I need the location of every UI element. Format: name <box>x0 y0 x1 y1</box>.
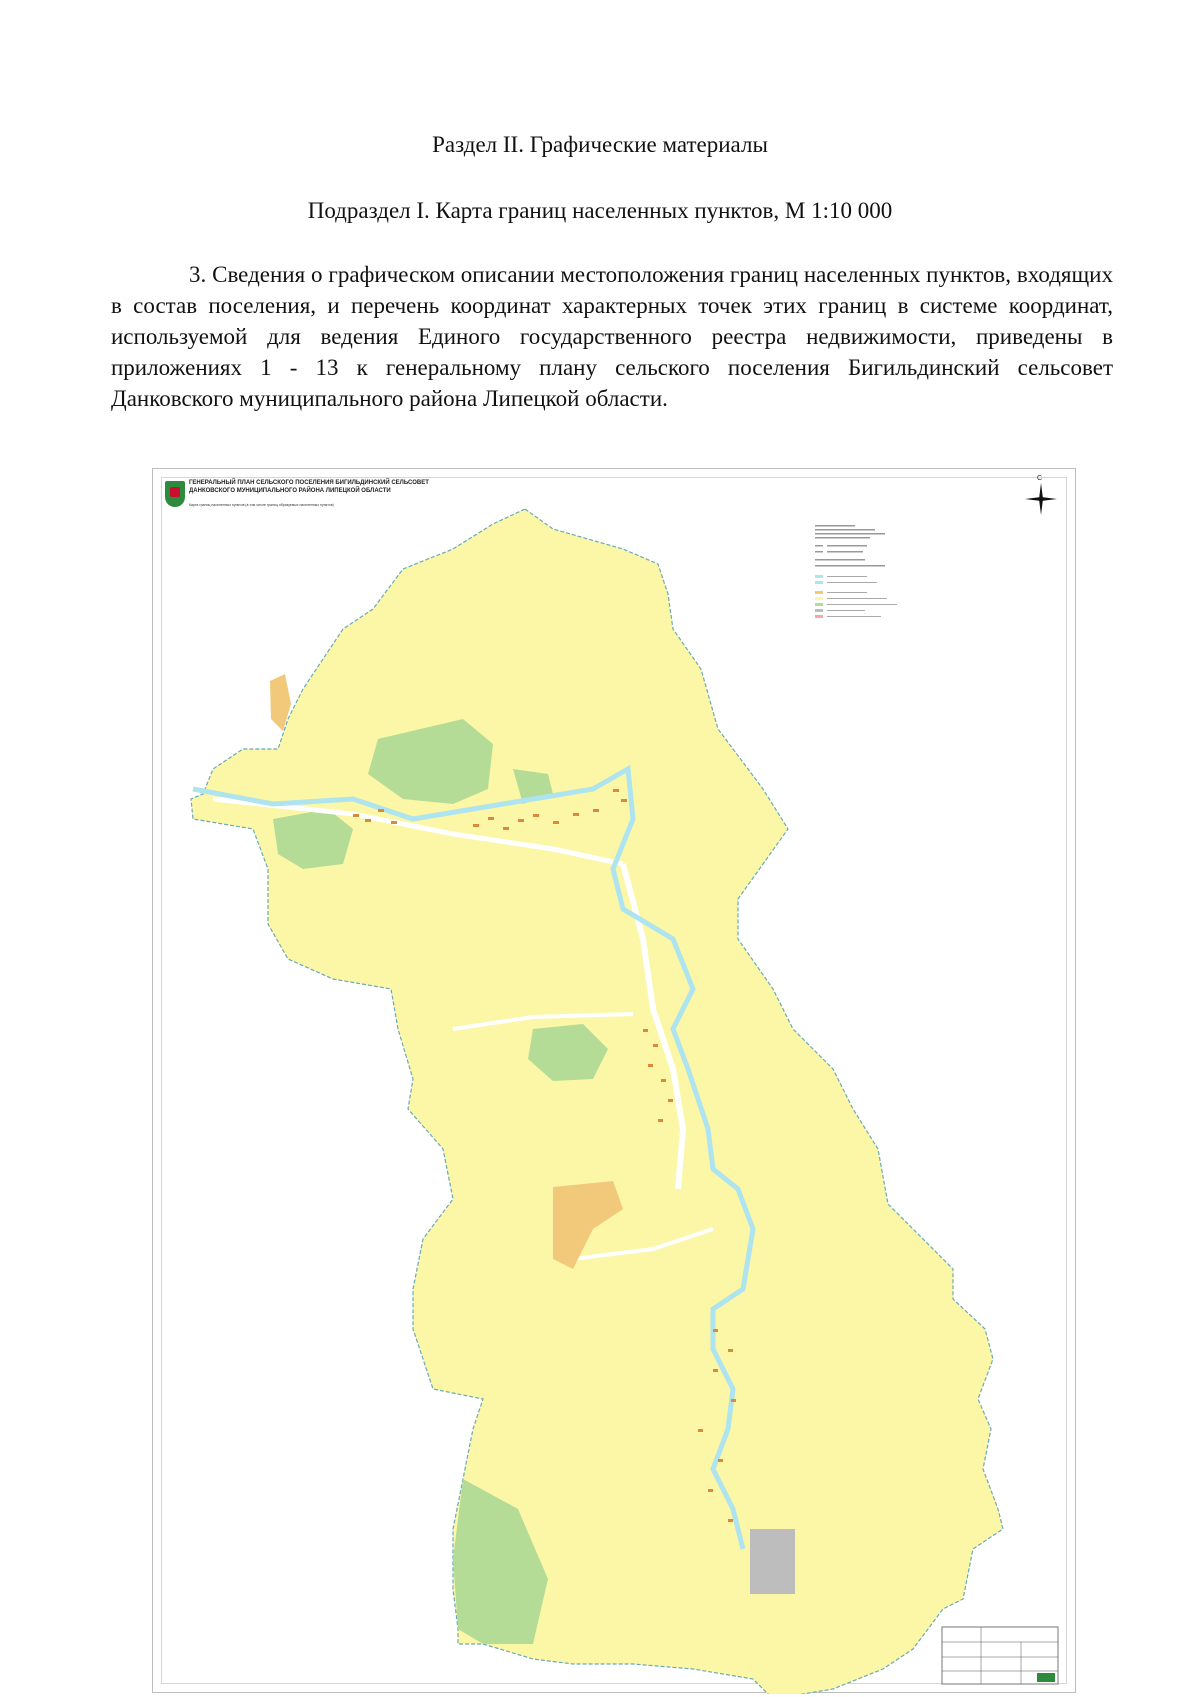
drawing-title-block <box>941 1587 1059 1685</box>
map-figure <box>152 468 1076 1693</box>
territory-boundary <box>191 509 1003 1694</box>
compass-rose <box>1021 475 1061 521</box>
map-header <box>189 479 609 495</box>
legend-swatch-agricultural <box>815 597 823 600</box>
industrial-zone <box>750 1529 795 1594</box>
map-header-line1: ГЕНЕРАЛЬНЫЙ ПЛАН СЕЛЬСКОГО ПОСЕЛЕНИЯ БИГИЛЬДИНСКИЙ СЕЛЬСОВЕТ <box>189 480 429 486</box>
legend-swatch-building <box>815 615 823 618</box>
legend-swatch-settlement <box>815 591 823 594</box>
compass-north-label: С <box>1037 475 1043 482</box>
coat-of-arms <box>165 481 185 507</box>
section-title: Раздел II. Графические материалы <box>432 132 768 157</box>
subsection-title: Подраздел I. Карта границ населенных пунктов, М 1:10 000 <box>307 198 893 223</box>
legend-swatch-water <box>815 581 823 584</box>
legend-swatch-industrial <box>815 609 823 612</box>
map-header-line2: ДАНКОВСКОГО МУНИЦИПАЛЬНОГО РАЙОНА ЛИПЕЦКОЙ ОБЛАСТИ <box>189 488 391 494</box>
map-subtitle: Карта границ населенных пунктов (в том числе границ образуемых населенных пунктов) <box>189 503 334 507</box>
map-legend <box>813 521 923 625</box>
body-paragraph: 3. Сведения о графическом описании местоположения границ населенных пунктов, входящих в состав поселения, и перечень координат характерных точек этих границ в системе координат, используемой для ведения Единого государственного реестра недвижимости, приведены в приложениях 1 - 13 к генеральному плану сельского поселения Бигильдинский сельсовет Данковского муниципального района Липецкой области. <box>111 262 1113 411</box>
legend-swatch-forest <box>815 603 823 606</box>
legend-swatch-water <box>815 575 823 578</box>
settlement-map <box>153 469 1077 1694</box>
